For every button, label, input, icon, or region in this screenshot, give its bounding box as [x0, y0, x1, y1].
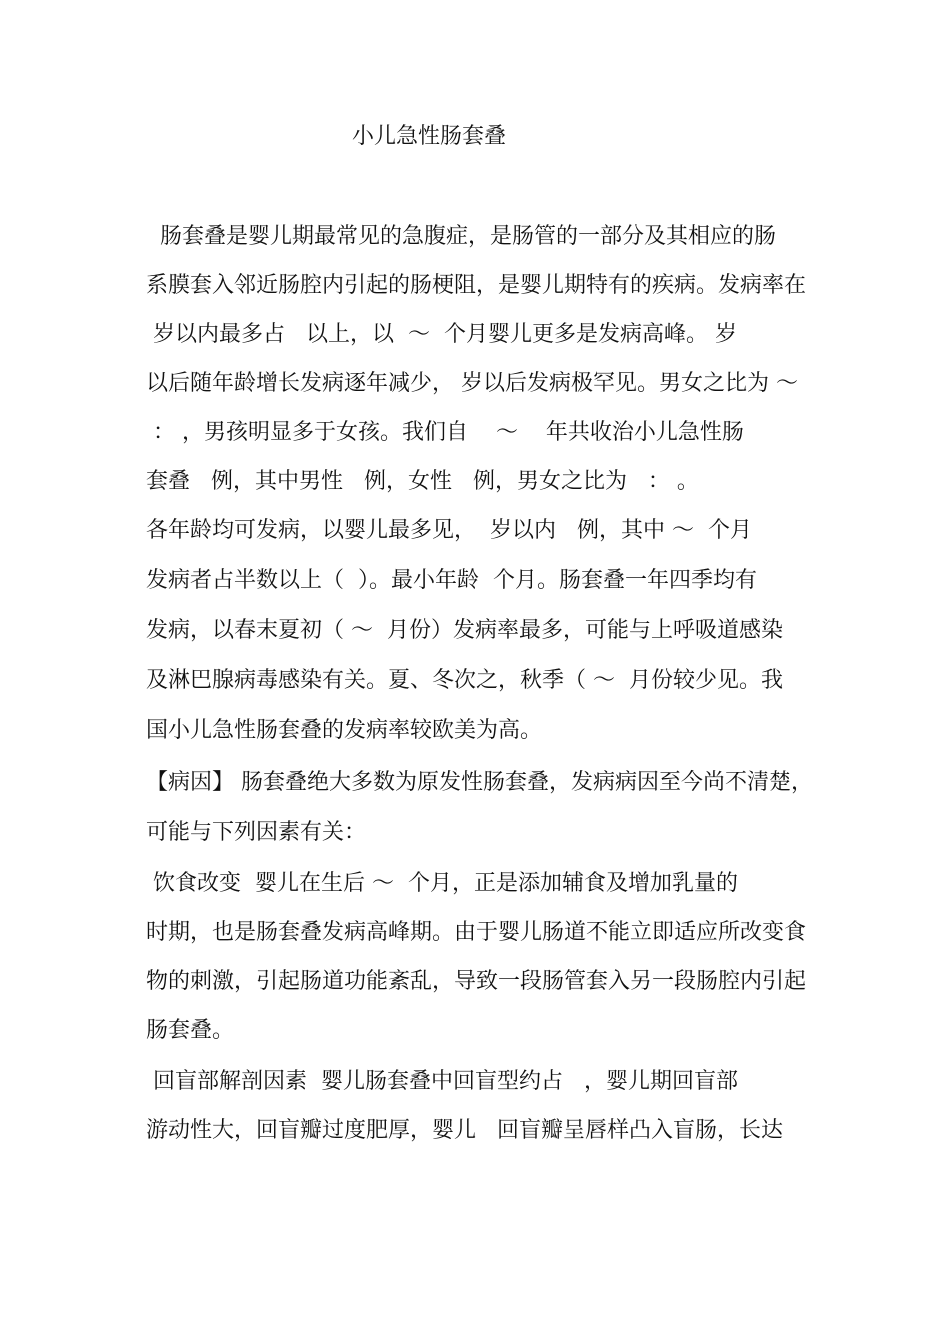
body-line: 时期，也是肠套叠发病高峰期。由于婴儿肠道不能立即适应所改变食: [146, 920, 807, 945]
body-line: 套叠 例，其中男性 例，女性 例，男女之比为 ： 。: [146, 469, 699, 494]
body-line: 以后随年龄增长发病逐年减少， 岁以后发病极罕见。男女之比为 ～: [146, 371, 798, 396]
body-line: 可能与下列因素有关：: [146, 820, 367, 845]
document-title: 小儿急性肠套叠: [352, 124, 507, 149]
body-line: 肠套叠。: [146, 1018, 235, 1043]
body-line: 系膜套入邻近肠腔内引起的肠梗阻，是婴儿期特有的疾病。发病率在: [146, 273, 807, 298]
body-line: 饮食改变 婴儿在生后 ～ 个月，正是添加辅食及增加乳量的: [146, 871, 738, 896]
body-line: 发病者占半数以上（ ）。最小年龄 个月。肠套叠一年四季均有: [146, 568, 757, 593]
body-line: ： ，男孩明显多于女孩。我们自 ～ 年共收治小儿急性肠: [146, 420, 744, 445]
body-line: 物的刺激，引起肠道功能紊乱，导致一段肠管套入另一段肠腔内引起: [146, 969, 807, 994]
body-line: 岁以内最多占 以上，以 ～ 个月婴儿更多是发病高峰。 岁: [146, 322, 737, 347]
body-line: 肠套叠是婴儿期最常见的急腹症，是肠管的一部分及其相应的肠: [146, 224, 776, 249]
body-line: 游动性大，回盲瓣过度肥厚，婴儿 回盲瓣呈唇样凸入盲肠，长达: [146, 1118, 783, 1143]
body-line: 各年龄均可发病，以婴儿最多见， 岁以内 例，其中 ～ 个月: [146, 518, 752, 543]
body-line: 回盲部解剖因素 婴儿肠套叠中回盲型约占 ，婴儿期回盲部: [146, 1069, 738, 1094]
body-line: 国小儿急性肠套叠的发病率较欧美为高。: [146, 718, 543, 743]
body-line: 及淋巴腺病毒感染有关。夏、冬次之，秋季（ ～ 月份较少见。我: [146, 668, 783, 693]
body-line: 发病，以春末夏初（ ～ 月份）发病率最多，可能与上呼吸道感染: [146, 618, 783, 643]
section-heading-line: 【病因】 肠套叠绝大多数为原发性肠套叠，发病病因至今尚不清楚，: [146, 770, 813, 795]
